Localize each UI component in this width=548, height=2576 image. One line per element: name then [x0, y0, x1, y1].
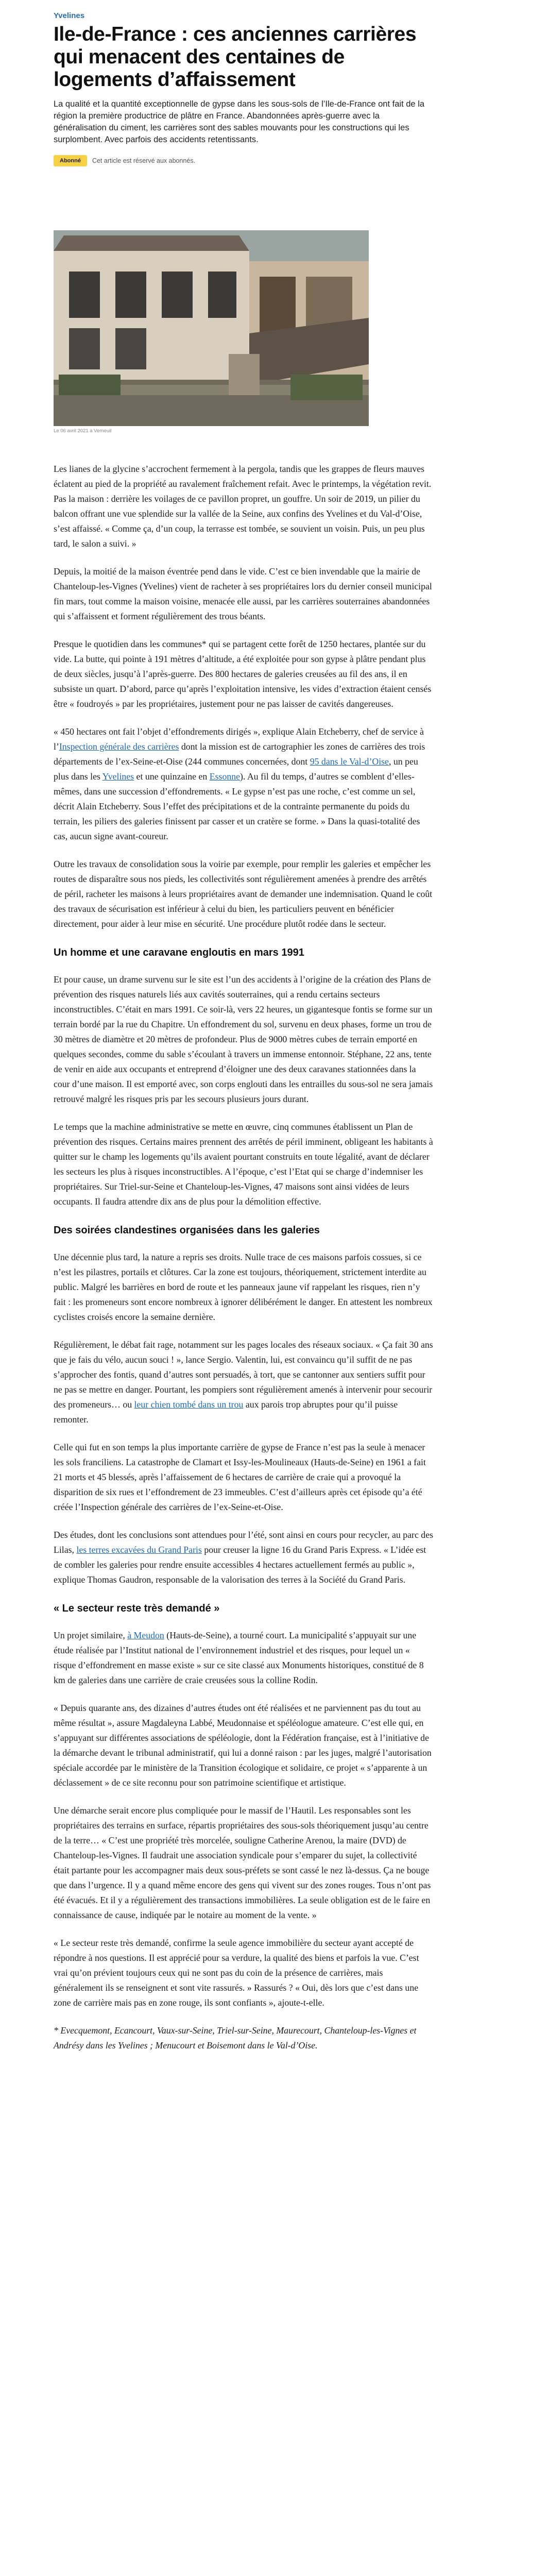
text-run: aux parois trop abruptes pour qu’il puisse remonter. [54, 1399, 398, 1425]
text-run: ). Au fil du temps, d’autres se comblent d’elles-mêmes, dans une succession d’effondrements. « Le gypse n’est pas une roche, c’est comme un sel, décrit Alain Etcheberry. Sous l’effet des précipitations et de la contrainte permanente du poids du terrain, les piliers des galeries finissent par casser et un cratère se forme. » Dans la quasi-totalité des cas, aucun signe avant-coureur. [54, 771, 420, 841]
paragraph: Une démarche serait encore plus compliquée pour le massif de l’Hautil. Les responsables sont les propriétaires des terrains en surface, répartis propriétaires des sous-sols théoriquement jusqu’au centre de la terre… « C’est une propriété très morcelée, souligne Catherine Arenou, la maire (DVD) de Chanteloup-les-Vignes. Il faudrait une association syndicale pour s’emparer du sujet, la collectivité était partante pour les accompagner mais deux sous-préfets se sont cassé le nez là-dessus. Ça ne bouge que dans l’urgence. Il y a quand même encore des gens qui vivent sur des zones rouges. Tous n’ont pas été évacués. Et il y a régulièrement des transactions immobilières. La seule obligation est de le faire en connaissance de cause, indiquée par le notaire au moment de la vente. » [54, 1805, 431, 1920]
footnote: * Evecquemont, Ecancourt, Vaux-sur-Seine, Triel-sur-Seine, Maurecourt, Chanteloup-les-Vignes et Andrésy dans les Yvelines ; Menucourt et Boisemont dans le Val-d’Oise. [54, 2025, 417, 2050]
paragraph [54, 1628, 434, 1688]
link-essonne[interactable]: Essonne [209, 771, 241, 782]
link-yvelines[interactable]: Yvelines [102, 771, 134, 782]
article-title: Ile-de-France : ces anciennes carrières qui menacent des centaines de logements d’affaissement [54, 23, 417, 91]
paragraph: Les lianes de la glycine s’accrochent fermement à la pergola, tandis que les grappes de fleurs mauves éclatent au pied de la propriété au ravalement fraîchement refait. Avec le printemps, la végétation revit. Pas la maison : derrière les voilages de ce pavillon propret, un gouffre. Un soir de 2019, un pilier du balcon offrant une vue splendide sur la vallée de la Seine, aux confins des Yvelines et du Val-d’Oise, s’est affaissé. « Comme ça, d’un coup, la terrasse est tombée, se souvient un voisin. Puis, un peu plus tard, le salon a suivi. » [54, 464, 432, 549]
text-run: Régulièrement, le débat fait rage, notamment sur les pages locales des réseaux sociaux. « Ça fait 30 ans que je fais du vélo, aucun souci ! », lance Sergio. Valentin, lui, est convaincu qu’il suffit de ne pas s’approcher des fontis, quand d’autres sont persuadés, à tort, que se cantonner aux sentiers suffit pour ne pas se mettre en danger. Pourtant, les pompiers sont régulièrement amenés à intervenir pour secourir des promeneurs… ou [54, 1340, 433, 1410]
text-run: pour creuser la ligne 16 du Grand Paris Express. « L’idée est de combler les galeries pour rendre ensuite accessibles 4 hectares actuellement fermés au public », explique Thomas Gaudron, responsable de la valorisation des terres à la Société du Grand Paris. [54, 1545, 426, 1585]
text-run: Des études, dont les conclusions sont attendues pour l’été, sont ainsi en cours pour recycler, au parc des Lilas, [54, 1530, 434, 1555]
text-run: , un peu plus dans les [54, 756, 418, 782]
subscriber-badge: Abonné [54, 155, 87, 166]
text-run: Un projet similaire, [54, 1630, 128, 1640]
article-page [0, 11, 548, 2074]
link-chien-trou[interactable]: leur chien tombé dans un trou [134, 1399, 244, 1410]
paragraph: Celle qui fut en son temps la plus importante carrière de gypse de France n’est pas la seule à menacer les sols franciliens. La catastrophe de Clamart et Issy-les-Moulineaux (Hauts-de-Seine) en 1961 a fait 21 morts et 45 blessés, après l’affaissement de 6 hectares de carrière de craie qui a provoqué la disparition de six rues et l’effondrement de 23 immeubles. C’est d’ailleurs après cet épisode qu’a été créée l’Inspection générale des carrières de l’ex-Seine-et-Oise. [54, 1442, 426, 1512]
link-inspection-carrieres[interactable]: Inspection générale des carrières [59, 741, 179, 752]
section-link[interactable]: Yvelines [54, 11, 85, 20]
paragraph: Presque le quotidien dans les communes* qui se partagent cette forêt de 1250 hectares, plantée sur du vide. La butte, qui pointe à 191 mètres d’altitude, a été exploitée pour son gypse à plâtre pendant plus de deux siècles, jusqu’à l’après-guerre. Des 800 hectares de galeries creusées au fil des ans, il en subsiste un quart. D’abord, parce qu’après l’exploitation intensive, les vides d’extraction étaient censés être « foudroyés » par les propriétaires, justement pour ne pas laisser de cavités dangereuses. [54, 639, 432, 709]
paragraph: Une décennie plus tard, la nature a repris ses droits. Nulle trace de ces maisons parfois cossues, si ce n’est les pilastres, portails et clôtures. Car la zone est toujours, théoriquement, strictement interdite au public. Malgré les barrières en bord de route et les panneaux jaune vif rappelant les risques, rien n’y fait : les promeneurs sont encore nombreux à ignorer délibérément le danger. En attestent les nombreux cyclistes croisés encore la semaine dernière. [54, 1252, 433, 1322]
paragraph: Outre les travaux de consolidation sous la voirie par exemple, pour remplir les galeries et empêcher les routes de disparaître sous nos pieds, les collectivités sont régulièrement amenées à prendre des arrêtés de péril, racheter les maisons à leurs propriétaires avant de demander une indemnisation. Quand le coût des travaux de sécurisation est inférieur à celui du bien, les particuliers peuvent en bénéficier directement, pour aider à leur mise en sécurité. Une procédure plutôt rodée dans le secteur. [54, 859, 433, 929]
paragraph: « Le secteur reste très demandé, confirme la seule agence immobilière du secteur ayant accepté de répondre à nos questions. Il est apprécié pour sa verdure, la qualité des biens et parfois la vue. C’est vrai qu’on prévient toujours ceux qui ne sont pas du coin de la présence de carrières, mais généralement ils se renseignent et sont vite rassurés. » Rassurés ? « Oui, dès lors que c’est dans une zone de carrière mais pas en zone rouge, ils sont confiants », ajoute-t-elle. [54, 1938, 419, 2008]
subheading: « Le secteur reste très demandé » [54, 1603, 220, 1614]
subheading: Des soirées clandestines organisées dans les galeries [54, 1225, 320, 1236]
article-standfirst: La qualité et la quantité exceptionnelle de gypse dans les sous-sols de l’Ile-de-France ont fait de la région la première productrice de plâtre en France. Abandonnées après-guerre avec la généralisation du ciment, les carrières sont des sables mouvants pour les constructions qui les surplombent. Avec parfois des accidents retentissants. [54, 99, 425, 144]
paragraph [54, 724, 434, 844]
paragraph: Et pour cause, un drame survenu sur le site est l’un des accidents à l’origine de la création des Plans de prévention des risques naturels liés aux cavités souterraines, qui a rendu certains secteurs inconstructibles. C’était en mars 1991. Ce soir-là, vers 22 heures, un gigantesque fontis se forme sur un terrain bordé par la rue du Chapitre. Un effondrement du sol, survenu en deux phases, forme un trou de 30 mètres de diamètre et 20 mètres de profondeur. Plus de 9000 mètres cubes de terrain emporté en quelques secondes, comme du sable s’écoulant à travers un immense entonnoir. Stéphane, 22 ans, tente de venir en aide aux occupants et entreprend d’éloigner une des deux caravanes stationnées dans la cour d’une maison. Il est emporté avec, son corps englouti dans les entrailles du sous-sol ne sera jamais retrouvé malgré les risques pris par les secours plusieurs jours durant. [54, 974, 433, 1104]
article-column [54, 11, 434, 2053]
article-photo [54, 230, 369, 426]
paragraph [54, 1337, 434, 1427]
subscriber-note: Cet article est réservé aux abonnés. [92, 157, 196, 164]
text-run: et une quinzaine en [134, 771, 210, 782]
subheading: Un homme et une caravane engloutis en mars 1991 [54, 947, 304, 958]
subscriber-row [54, 155, 434, 166]
link-grand-paris[interactable]: les terres excavées du Grand Paris [76, 1545, 202, 1555]
text-run: (Hauts-de-Seine), a tourné court. La municipalité s’appuyait sur une étude réalisée par l’Institut national de l’environnement industriel et des risques, pour lequel un « risque d’effondrement en masse existe » sur ce site classé aux Monuments historiques, constitué de 8 km de galeries dans une carrière de craie creusées sous la colline Rodin. [54, 1630, 424, 1685]
text-run: « 450 hectares ont fait l’objet d’effondrements dirigés », explique Alain Etcheberry, chef de service à l’ [54, 726, 424, 752]
photo-credit: Le 06 avril 2021 à Verneuil [54, 428, 112, 434]
paragraph: Le temps que la machine administrative se mette en œuvre, cinq communes établissent un Plan de prévention des risques. Certains maires prennent des arrêtés de péril imminent, obligeant les habitants à quitter sur le champ les logements qu’ils avaient pourtant construits en toute légalité, avant de déclarer les secteurs les plus à risques inconstructibles. A l’époque, c’est l’Etat qui se charge d’indemniser les propriétaires. Sur Triel-sur-Seine et Chanteloup-les-Vignes, 47 maisons sont ainsi vidées de leurs occupants. Il faudra attendre dix ans de plus pour la démolition effective. [54, 1122, 433, 1207]
paragraph [54, 1528, 434, 1587]
link-meudon[interactable]: à Meudon [127, 1630, 164, 1640]
paragraph: « Depuis quarante ans, des dizaines d’autres études ont été réalisées et ne parviennent pas du tout au même résultat », assure Magdaleyna Labbé, Meudonnaise et spéléologue amateure. C’est elle qui, en s’appuyant sur différentes associations de spéléologie, dont la Fédération française, est à l’initiative de la démarche devant le tribunal administratif, qui lui a donné raison : par les juges, malgré l’autorisation spéciale accordée par le ministère de la Transition écologique et solidaire, ce projet « s’apparente à un déclassement » de ce site reconnu pour son patrimoine scientifique et artistique. [54, 1703, 432, 1788]
text-run: dont la mission est de cartographier les zones de carrières des trois départements de l’ex-Seine-et-Oise (244 communes concernées, dont [54, 741, 425, 767]
photo-illustration [54, 230, 369, 426]
paragraph: Depuis, la moitié de la maison éventrée pend dans le vide. C’est ce bien invendable que la mairie de Chanteloup-les-Vignes (Yvelines) vient de racheter à ses propriétaires lors du dernier conseil municipal fin mars, tout comme la maison voisine, menacée elle aussi, par les carrières souterraines abandonnées qui s’affaissent et forment régulièrement des trous béants. [54, 566, 432, 621]
link-val-doise[interactable]: 95 dans le Val-d’Oise [310, 756, 389, 767]
